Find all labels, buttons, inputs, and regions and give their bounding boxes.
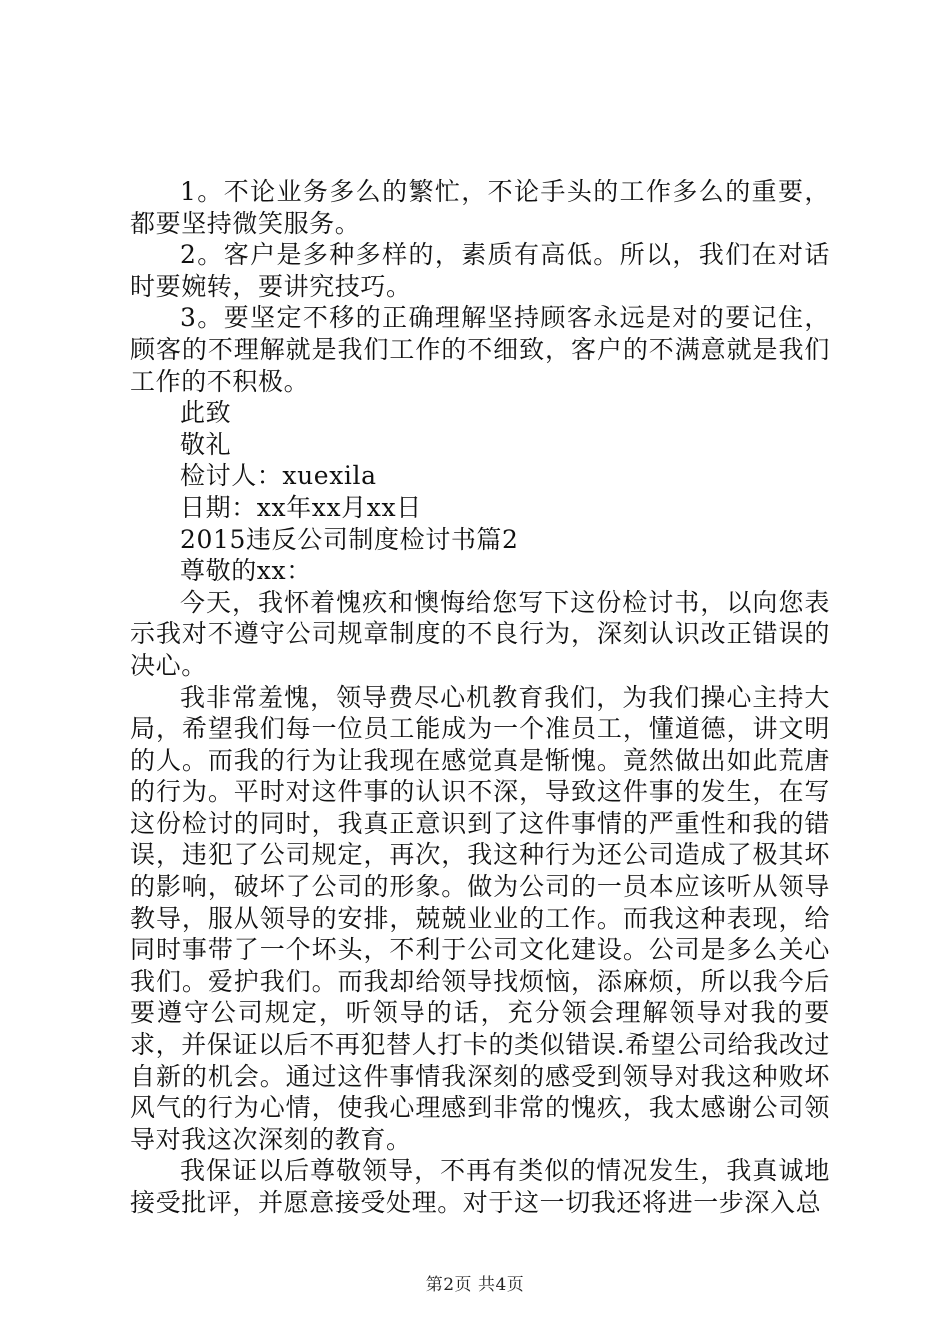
- salutation: 尊敬的xx：: [180, 556, 312, 586]
- page-number-footer: 第2页 共4页: [425, 1275, 525, 1295]
- list-item-1: 1。不论业务多么的繁忙，不论手头的工作多么的重要，都要坚持微笑服务。: [130, 177, 830, 238]
- body-paragraph-main: 我非常羞愧，领导费尽心机教育我们，为我们操心主持大局，希望我们每一位员工能成为一个准员工，懂道德，讲文明的人。而我的行为让我现在感觉真是惭愧。竟然做出如此荒唐的行为。平时对这件事的认识不深，导致这件事的发生，在写这份检讨的同时，我真正意识到了这件事情的严重性和我的错误，违犯了公司规定，再次，我这种行为还公司造成了极其坏的影响，破坏了公司的形象。做为公司的一员本应该听从领导教导，服从领导的安排，兢兢业业的工作。而我这种表现，给同时事带了一个坏头，不利于公司文化建设。公司是多么关心我们。爱护我们。而我却给领导找烦恼，添麻烦，所以我今后要遵守公司规定，听领导的话，充分领会理解领导对我的要求，并保证以后不再犯替人打卡的类似错误.希望公司给我改过自新的机会。通过这件事情我深刻的感受到领导对我这种败坏风气的行为心情，使我心理感到非常的愧疚，我太感谢公司领导对我这次深刻的教育。: [130, 682, 830, 1154]
- list-item-3: 3。要坚定不移的正确理解坚持顾客永远是对的要记住，顾客的不理解就是我们工作的不细致，客户的不满意就是我们工作的不积极。: [130, 303, 830, 396]
- list-item-2: 2。客户是多种多样的，素质有高低。所以，我们在对话时要婉转，要讲究技巧。: [130, 240, 830, 301]
- date-line: 日期：xx年xx月xx日: [180, 492, 422, 522]
- closing-greeting: 此致: [180, 398, 232, 428]
- body-paragraph-intro: 今天，我怀着愧疚和懊悔给您写下这份检讨书，以向您表示我对不遵守公司规章制度的不良行为，深刻认识改正错误的决心。: [130, 587, 830, 680]
- author-line: 检讨人：xuexila: [180, 461, 377, 491]
- section-heading: 2015违反公司制度检讨书篇2: [180, 524, 519, 554]
- closing-salute: 敬礼: [180, 429, 232, 459]
- body-paragraph-promise: 我保证以后尊敬领导，不再有类似的情况发生，我真诚地接受批评，并愿意接受处理。对于这一切我还将进一步深入总: [130, 1156, 830, 1217]
- document-body: [130, 176, 830, 1219]
